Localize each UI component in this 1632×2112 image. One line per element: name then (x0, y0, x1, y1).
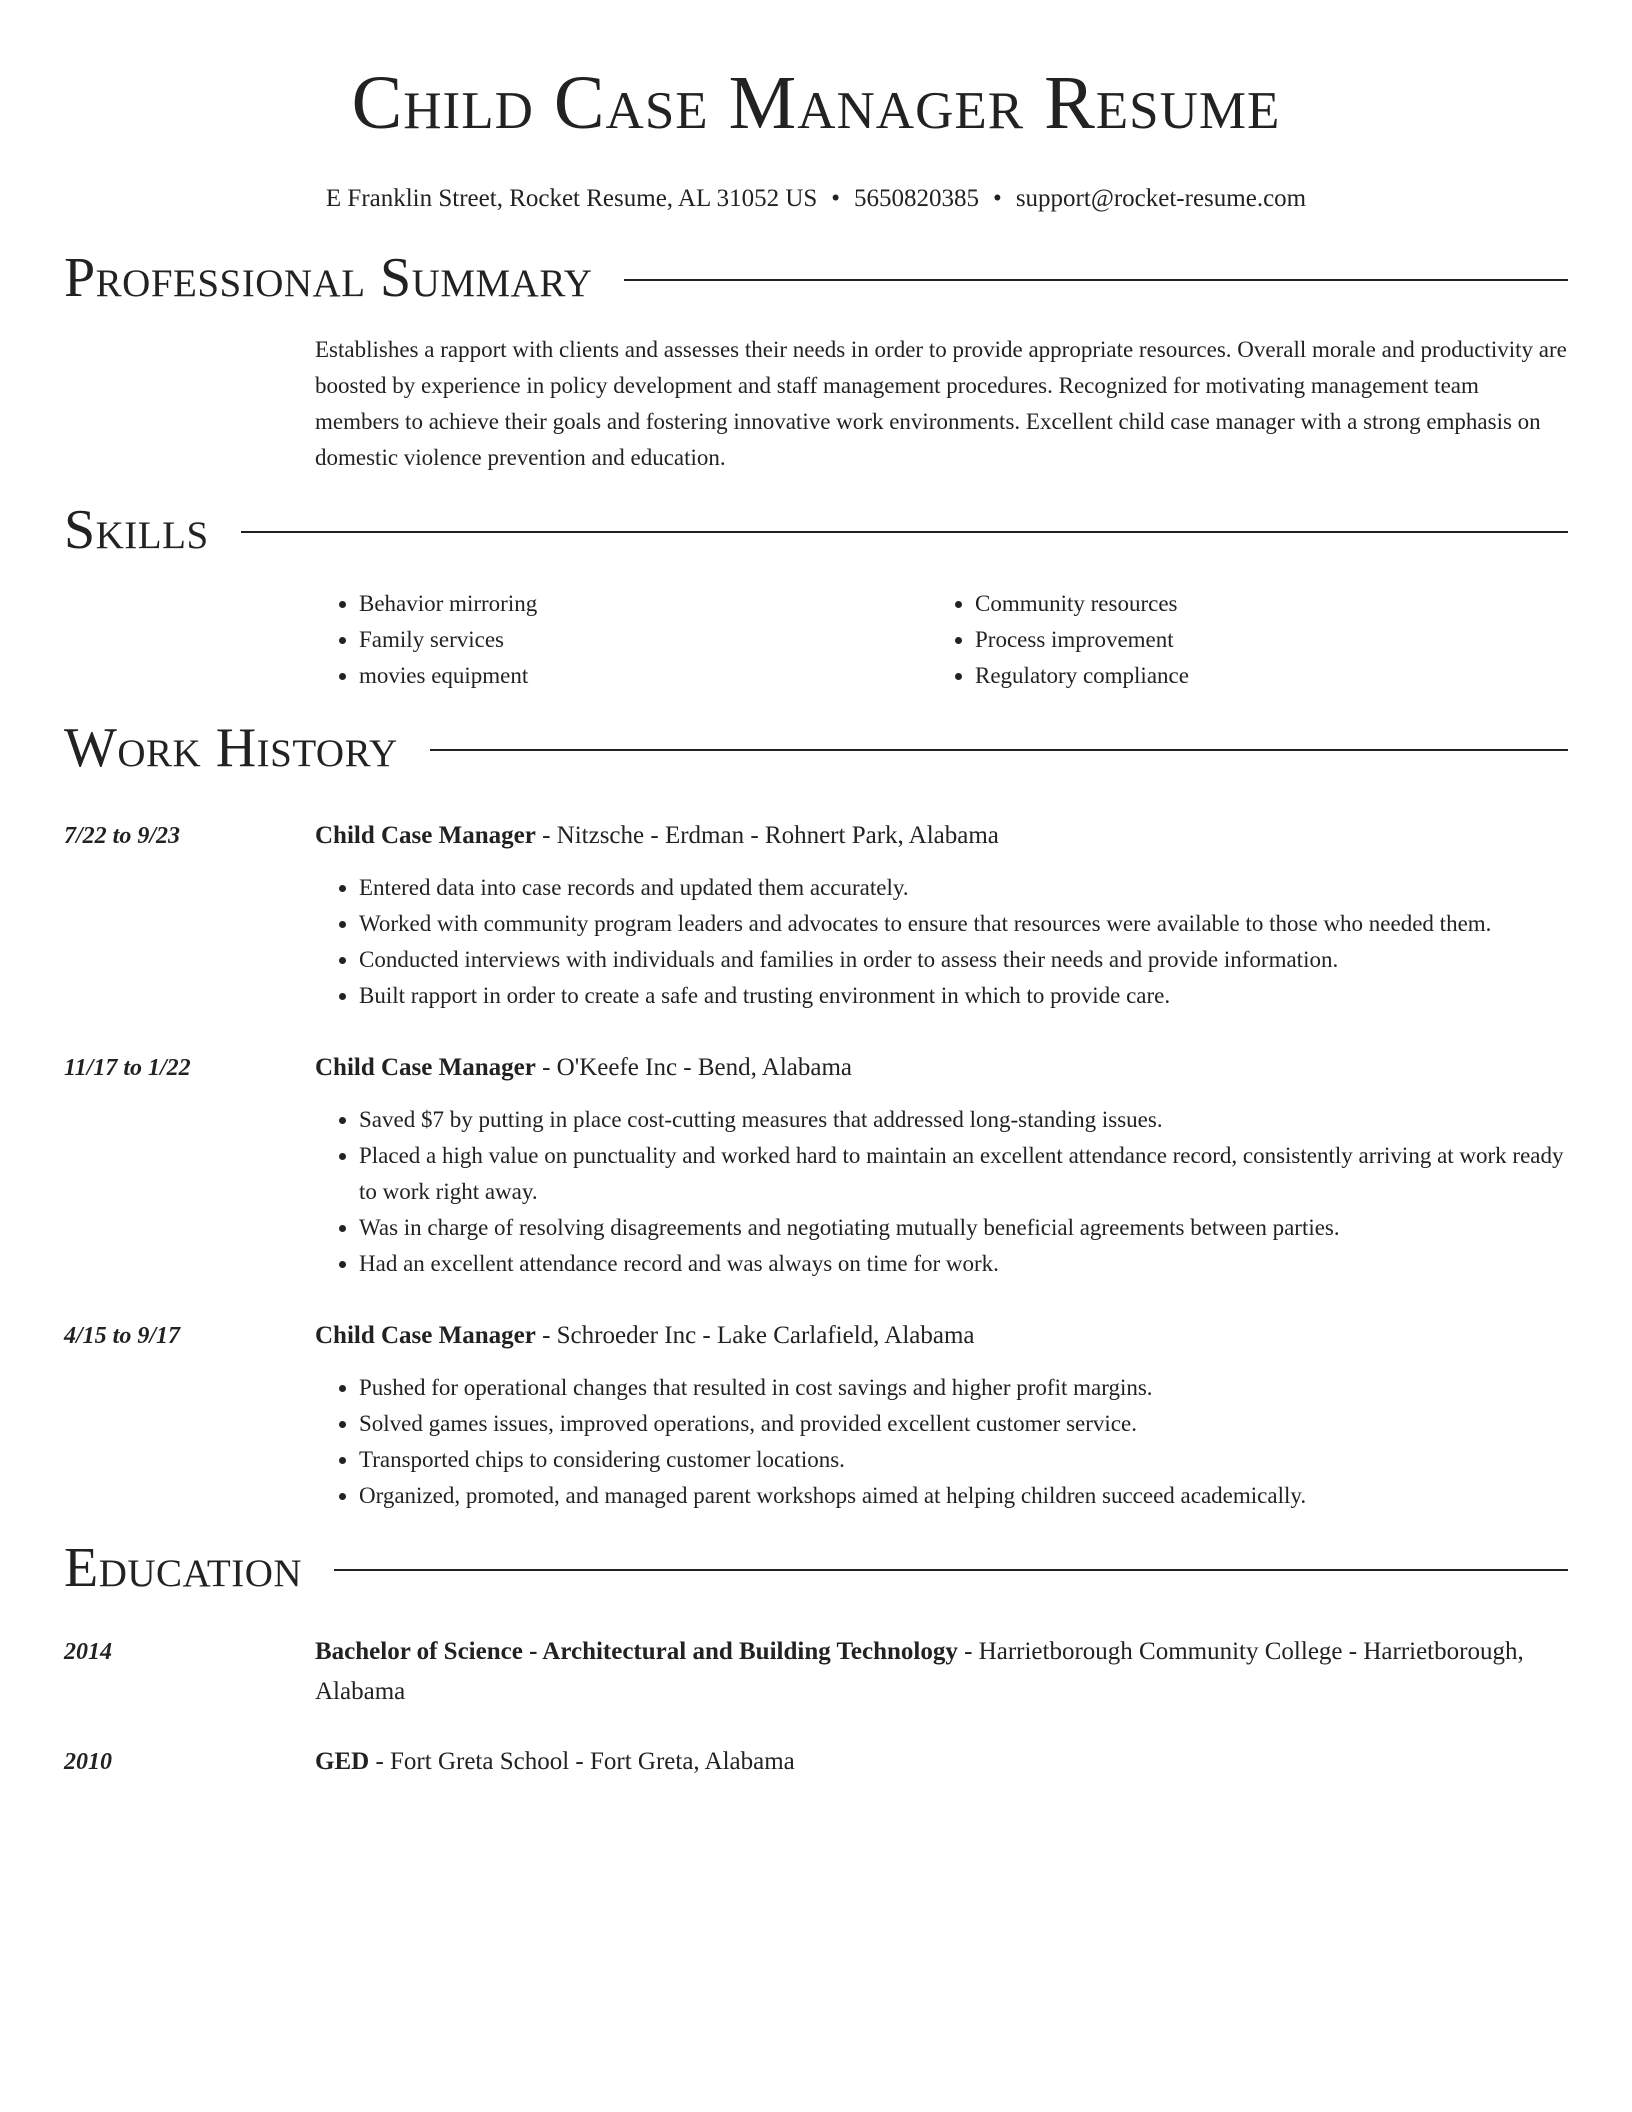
job-heading (315, 1048, 1568, 1088)
job-bullet: • Entered data into case records and updated them accurately. (359, 870, 1568, 906)
summary-heading: Professional Summary (64, 247, 593, 309)
education-details: - Fort Greta School - Fort Greta, Alabama (369, 1748, 795, 1775)
section-divider (624, 279, 1568, 281)
summary-text: Establishes a rapport with clients and assesses their needs in order to provide appropriate resources. Overall morale and productivity are boosted by experience in policy development and staff management procedures. Recognized for motivating management team members to achieve their goals and fostering innovative work environments. Excellent child case manager with a strong emphasis on domestic violence prevention and education. (315, 337, 1567, 470)
job-body (315, 1048, 1568, 1282)
resume-page (64, 0, 1568, 1782)
education-year: 2010 (64, 1749, 112, 1775)
contact-email: support@rocket-resume.com (1015, 185, 1307, 212)
job-dates: 4/15 to 9/17 (64, 1323, 181, 1349)
contact-address: E Franklin Street, Rocket Resume, AL 31052 US (325, 185, 818, 212)
job-bullet: • Was in charge of resolving disagreements and negotiating mutually beneficial agreements between parties. (359, 1210, 1568, 1246)
job-entry (64, 1048, 1568, 1282)
job-entry (64, 1316, 1568, 1514)
skill-item: • Behavior mirroring (359, 586, 931, 622)
job-bullet: • Saved $7 by putting in place cost-cutting measures that addressed long-standing issues. (359, 1102, 1568, 1138)
education-degree: Bachelor of Science - Architectural and Building Technology (315, 1638, 958, 1665)
job-details: - O'Keefe Inc - Bend, Alabama (535, 1054, 853, 1081)
section-header (64, 498, 1568, 562)
job-body (315, 816, 1568, 1014)
section-divider (241, 531, 1568, 533)
job-title: Child Case Manager (315, 1054, 536, 1081)
education-body (315, 1742, 1568, 1782)
job-title: Child Case Manager (315, 822, 536, 849)
skills-heading: Skills (64, 499, 209, 561)
skill-item: • Family services (359, 622, 931, 658)
job-bullet: • Solved games issues, improved operations, and provided excellent customer service. (359, 1406, 1568, 1442)
job-dates: 7/22 to 9/23 (64, 823, 181, 849)
section-header (64, 716, 1568, 780)
contact-separator: • (831, 185, 841, 212)
skills-column-left (315, 586, 931, 694)
job-bullet: • Transported chips to considering customer locations. (359, 1442, 1568, 1478)
skill-item: • movies equipment (359, 658, 931, 694)
job-bullet: • Organized, promoted, and managed parent workshops aimed at helping children succeed academically. (359, 1478, 1568, 1514)
education-heading-line (315, 1742, 1568, 1782)
section-divider (334, 1569, 1568, 1571)
job-bullet: • Worked with community program leaders and advocates to ensure that resources were available to those who needed them. (359, 906, 1568, 942)
job-bullet: • Placed a high value on punctuality and worked hard to maintain an excellent attendance record, consistently arriving at work ready to work right away. (359, 1138, 1568, 1210)
job-dates: 11/17 to 1/22 (64, 1055, 191, 1081)
work-history-heading: Work History (64, 717, 398, 779)
education-heading: Education (64, 1537, 303, 1599)
job-details: - Nitzsche - Erdman - Rohnert Park, Alabama (535, 822, 999, 849)
job-bullets (315, 870, 1568, 1014)
skill-item: • Regulatory compliance (975, 658, 1547, 694)
skills-section (64, 498, 1568, 694)
job-heading (315, 816, 1568, 856)
job-details: - Schroeder Inc - Lake Carlafield, Alabama (535, 1322, 975, 1349)
job-heading (315, 1316, 1568, 1356)
job-entry (64, 816, 1568, 1014)
education-year: 2014 (64, 1639, 112, 1665)
section-divider (430, 749, 1568, 751)
job-body (315, 1316, 1568, 1514)
skills-grid (315, 586, 1568, 694)
education-entry (64, 1632, 1568, 1712)
education-details: - Harrietborough Community College - Harrietborough, Alabama (315, 1638, 1524, 1705)
contact-separator: • (993, 185, 1002, 212)
education-body (315, 1632, 1568, 1712)
contact-phone: 5650820385 (854, 185, 980, 212)
work-history-section (64, 716, 1568, 1514)
education-degree: GED (315, 1748, 370, 1775)
contact-line (64, 182, 1568, 216)
skill-item: • Community resources (975, 586, 1547, 622)
skills-column-right (931, 586, 1547, 694)
job-bullets (315, 1370, 1568, 1514)
job-bullets (315, 1102, 1568, 1282)
job-bullet: • Had an excellent attendance record and was always on time for work. (359, 1246, 1568, 1282)
job-bullet: • Built rapport in order to create a safe and trusting environment in which to provide care. (359, 978, 1568, 1014)
education-entry (64, 1742, 1568, 1782)
section-header (64, 246, 1568, 310)
skill-item: • Process improvement (975, 622, 1547, 658)
education-section (64, 1536, 1568, 1782)
education-heading-line (315, 1632, 1568, 1712)
resume-title: Child Case Manager Resume (351, 61, 1281, 145)
summary-section (64, 246, 1568, 476)
job-bullet: • Conducted interviews with individuals and families in order to assess their needs and provide information. (359, 942, 1568, 978)
section-header (64, 1536, 1568, 1600)
job-title: Child Case Manager (315, 1322, 536, 1349)
job-bullet: • Pushed for operational changes that resulted in cost savings and higher profit margins. (359, 1370, 1568, 1406)
